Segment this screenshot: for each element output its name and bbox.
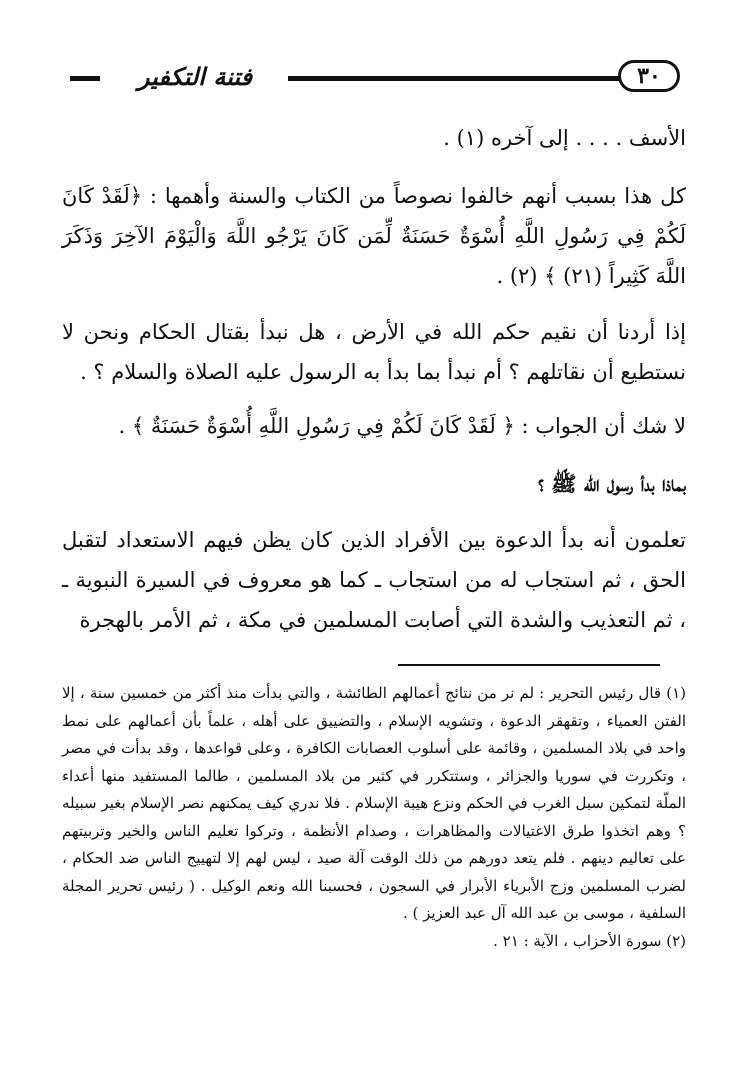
- section-heading: بماذا بدأ رسول الله ﷺ ؟: [538, 471, 686, 496]
- paragraph: إذا أردنا أن نقيم حكم الله في الأرض ، هل نبدأ بقتال الحكام ونحن لا نستطيع أن نقاتلهم ؟ أم نبدأ بما بدأ به الرسول عليه الصلاة والسلام ؟ .: [62, 320, 686, 384]
- paragraph: لا شك أن الجواب : ﴿ لَقَدْ كَانَ لَكُمْ فِي رَسُولِ اللَّهِ أُسْوَةٌ حَسَنَةٌ ﴾ .: [118, 414, 686, 438]
- page-header: [70, 58, 680, 98]
- paragraph: كل هذا بسبب أنهم خالفوا نصوصاً من الكتاب والسنة وأهمها : ﴿لَقَدْ كَانَ لَكُمْ فِي رَسُولِ اللَّهِ أُسْوَةٌ حَسَنَةٌ لِّمَن كَانَ يَرْجُو اللَّهَ وَالْيَوْمَ الآخِرَ وَذَكَرَ اللَّهَ كَثِيراً (٢١) ﴾ (٢) .: [62, 184, 686, 288]
- paragraph: الأسف . . . . إلى آخره (١) .: [443, 126, 686, 150]
- footnote-separator: [398, 664, 660, 666]
- header-rule: [288, 76, 624, 81]
- paragraph: تعلمون أنه بدأ الدعوة بين الأفراد الذين كان يظن فيهم الاستعداد لتقبل الحق ، ثم استجاب له من استجاب ـ كما هو معروف في السيرة النبوية ـ ، ثم التعذيب والشدة التي أصابت المسلمين في مكة ، ثم الأمر بالهجرة: [62, 528, 686, 632]
- footnote: (٢) سورة الأحزاب ، الآية : ٢١ .: [493, 931, 686, 950]
- main-text: [62, 118, 686, 640]
- header-rule-left: [70, 76, 100, 81]
- book-title: فتنة التكفير: [137, 62, 253, 91]
- footnote: (١) قال رئيس التحرير : لم نر من نتائج أعمالهم الطائشة ، والتي بدأت منذ أكثر من خمسين سنة ، إلا الفتن العمياء ، وتقهقر الدعوة ، وتشويه الإسلام ، والتضييق على أهله ، علماً بأن أعمالهم على نمط واحد في بلاد المسلمين ، وقائمة على أسلوب العصابات الكافرة ، وعلى قواعدها ، وقد بدأت في مصر ، وتكررت في سوريا والجزائر ، وستتكرر في كثير من بلاد المسلمين ، طالما المستفيد منها أعداء الملّة لتمكين سبل الغرب في الحكم ونزع هيبة الإسلام . فلا ندري كيف يمكنهم نصر الإسلام بغير سبيله ؟ وهم اتخذوا طرق الاغتيالات والمظاهرات ، وصدام الأنظمة ، وتركوا تعليم الناس والخير وتربيتهم على تعاليم دينهم . فلم يتعد دورهم من ذلك الوقت آلة صيد ، ليس لهم إلا لتهييج الناس ضد الحكام ، لضرب المسلمين وزج الأبرياء الأبرار في السجون ، فحسبنا الله ونعم الوكيل . ( رئيس تحرير المجلة السلفية ، موسى بن عبد الله آل عبد العزيز ) .: [62, 684, 686, 922]
- footnotes: [62, 680, 686, 955]
- page-number: ٣٠: [618, 60, 680, 92]
